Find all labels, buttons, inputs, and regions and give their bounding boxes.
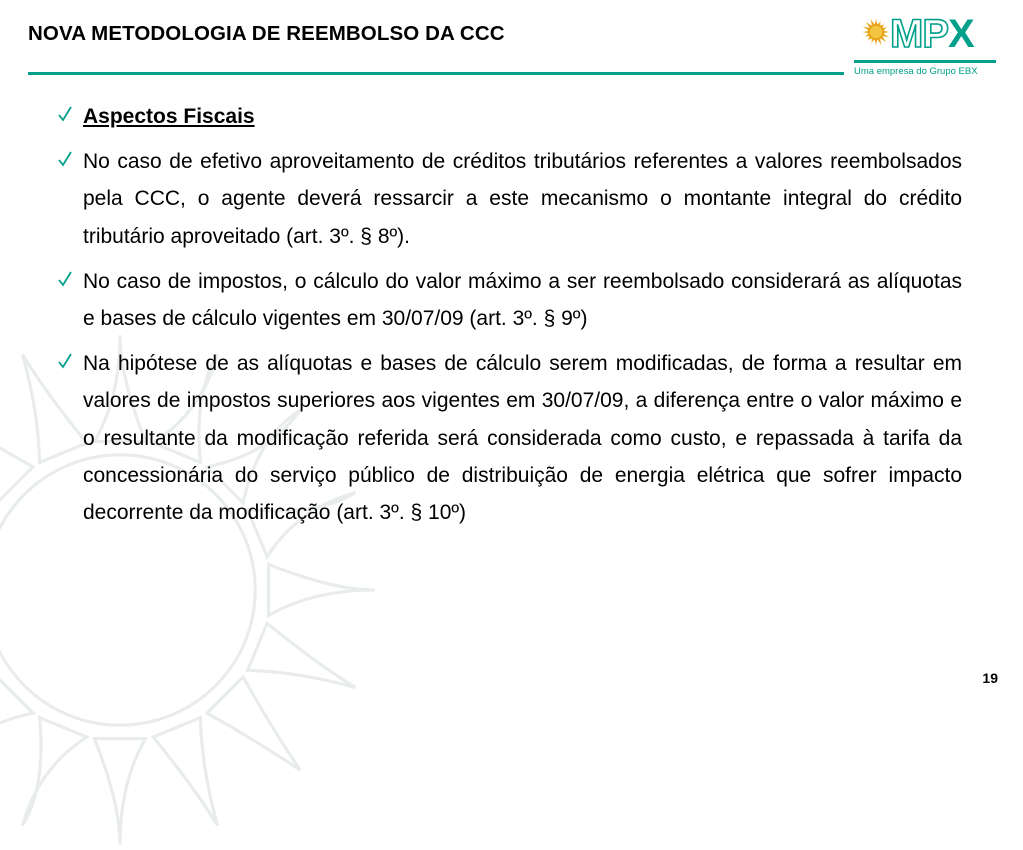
bullet-text: No caso de efetivo aproveitamento de créditos tributários referentes a valores reembolsados pela CCC, o agente deverá ressarcir a este mecanismo o montante integral do crédito tributário aproveitado (art. 3º. § 8º). (83, 150, 962, 248)
checkmark-icon (57, 352, 73, 370)
sun-ray (153, 718, 217, 826)
logo-letters-mp: MP (890, 12, 948, 56)
sun-ray (883, 26, 889, 30)
sun-ray (863, 34, 869, 38)
logo-tagline: Uma empresa do Grupo EBX (854, 66, 978, 77)
bullet-text: No caso de impostos, o cálculo do valor máximo a ser reembolsado considerará as alíquotas e bases de cálculo vigentes em 30/07/09 (art. 3º. § 9º) (83, 269, 962, 331)
bullet-text: Aspectos Fiscais (83, 105, 255, 128)
bullet-list (57, 98, 962, 539)
sun-ray (870, 39, 874, 45)
bullet-item (57, 263, 962, 337)
bullet-heading-aspectos-fiscais (57, 98, 962, 135)
checkmark-icon (57, 270, 73, 288)
sun-ray (94, 739, 145, 845)
bullet-text: Na hipótese de as alíquotas e bases de cálculo serem modificadas, de forma a resultar em valores de impostos superiores aos vigentes em 30/07/09, a diferença entre o valor máximo e o resultante da modificação referida será considerada como custo, e repassada à tarifa da concessionária do serviço público de distribuição de energia elétrica que sofrer impacto decorrente da modificação (art. 3º. § 10º) (83, 352, 962, 525)
sun-ray (22, 718, 86, 826)
logo-wordmark (890, 12, 974, 56)
sun-ray (863, 26, 869, 30)
sun-ray (269, 564, 375, 615)
sun-ray (862, 31, 868, 34)
sun-ray (875, 18, 878, 24)
page-title: NOVA METODOLOGIA DE REEMBOLSO DA CCC (28, 22, 505, 45)
sun-ray (207, 677, 300, 770)
checkmark-icon (57, 105, 73, 123)
logo-letter-x: X (948, 12, 974, 56)
sun-ray (883, 34, 889, 38)
page-number: 19 (982, 670, 998, 686)
checkmark-icon (57, 150, 73, 168)
sun-ray (875, 40, 878, 46)
bullet-item (57, 345, 962, 531)
company-logo (852, 8, 1002, 88)
sun-ray (878, 39, 882, 45)
sun-ray (248, 623, 356, 687)
sun-ray (870, 19, 874, 25)
bullet-item (57, 143, 962, 255)
title-divider (28, 72, 844, 75)
logo-divider (854, 60, 996, 63)
sun-ray (878, 19, 882, 25)
